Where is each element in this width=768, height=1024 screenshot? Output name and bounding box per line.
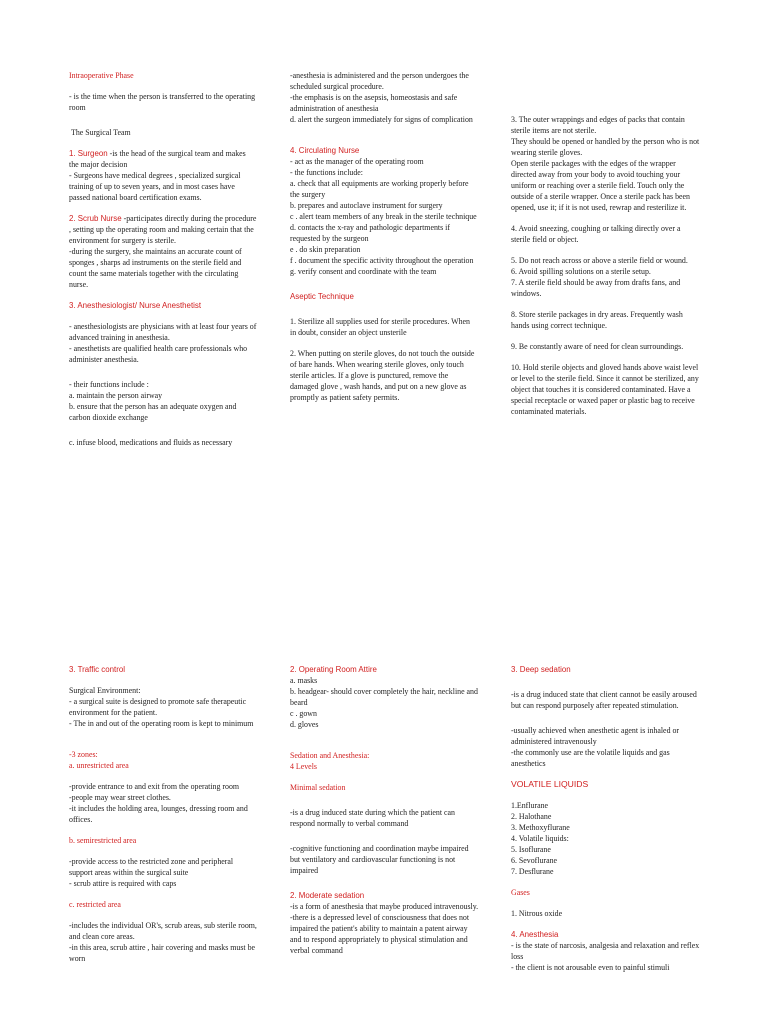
heading-label: Gases	[511, 888, 530, 897]
paragraph: -is a drug induced state during which the patient can respond normally to verbal command	[290, 808, 455, 828]
paragraph: - act as the manager of the operating room - the functions include: a. check that all equipments are working properly before the surgery b. prepares and autoclave instrument for surgery c . alert team members of any break in the sterile technique d. contacts the x-ray and pathologic departments if requested by the surgeon e . do skin preparation f . document the specific activity throughout the operation g. verify consent and coordinate with the team	[290, 157, 477, 276]
paragraph: -usually achieved when anesthetic agent is inhaled or administered intravenously -the commonly use are the volatile liquids and gas anesthetics	[511, 726, 680, 768]
heading-label: -3 zones: a. unrestricted area	[69, 750, 129, 770]
paragraph: - anesthesiologists are physicians with at least four years of advanced training in anesthesia. - anesthetists are qualified health care professionals who administer anesthesia.	[69, 322, 257, 364]
paragraph: 4. Avoid sneezing, coughing or talking directly over a sterile field or object.	[511, 224, 681, 244]
heading-label: 2. Operating Room Attire	[290, 665, 377, 674]
paragraph: 5. Do not reach across or above a sterile field or wound. 6. Avoid spilling solutions on a sterile setup. 7. A sterile field should be away from drafts fans, and windows.	[511, 256, 688, 298]
heading-label: 2. Scrub Nurse	[69, 214, 122, 223]
paragraph: 9. Be constantly aware of need for clean surroundings.	[511, 342, 684, 351]
heading-label: 4. Anesthesia	[511, 930, 559, 939]
list: 1.Enflurane 2. Halothane 3. Methoxyflurane 4. Volatile liquids: 5. Isoflurane 6. Sevoflurane 7. Desflurane	[511, 801, 570, 876]
paragraph: Surgical Environment: - a surgical suite is designed to promote safe therapeutic environment for the patient. - The in and out of the operating room is kept to minimum	[69, 686, 254, 728]
paragraph: -cognitive functioning and coordination maybe impaired but ventilatory and cardiovascular functioning is not impaired	[290, 844, 469, 875]
paragraph	[69, 213, 257, 290]
paragraph-text: -participates directly during the procedure , setting up the operating room and making certain that the environment for surgery is sterile. -during the surgery, she maintains an accurate count of sponges , sharps ad instruments on the sterile field and count the same materials together with the circulating nurse.	[69, 214, 257, 289]
paragraph-text: -is the head of the surgical team and makes the major decision - Surgeons have medical degrees , specialized surgical training of up to seven years, and in most cases have passed national board certification exams.	[69, 149, 246, 202]
paragraph: -is a form of anesthesia that maybe produced intravenously. -there is a depressed level of consciousness that does not impaired the patient's ability to maintain a patent airway and to respond appropriately to physical stimulation and verbal command	[290, 902, 479, 955]
paragraph: -anesthesia is administered and the person undergoes the scheduled surgical procedure. -the emphasis is on the asepsis, homeostasis and safe administration of anesthesia d. alert the surgeon immediately for signs of complication	[290, 71, 473, 124]
paragraph: - is the state of narcosis, analgesia and relaxation and reflex loss - the client is not arousable even to painful stimuli	[511, 941, 700, 972]
paragraph: c. infuse blood, medications and fluids as necessary	[69, 438, 233, 447]
paragraph	[69, 148, 257, 203]
page2-column-2	[290, 664, 480, 956]
page2-column-1	[69, 664, 257, 964]
heading-label: b. semirestricted area	[69, 836, 137, 845]
heading-label: Sedation and Anesthesia: 4 Levels	[290, 751, 370, 771]
paragraph: 3. The outer wrappings and edges of packs that contain sterile items are not sterile. They should be opened or handled by the person who is not wearing sterile gloves. Open sterile packages with the edges of the wrapper directed away from your body to avoid touching your uniform or reaching over a sterile field. Touch only the outside of a sterile wrapper. Once a sterile pack has been opened, use it; if it is not used, rewrap and resterilize it.	[511, 115, 700, 212]
paragraph: 2. When putting on sterile gloves, do not touch the outside of bare hands. When wearing sterile gloves, only touch sterile articles. If a glove is punctured, remove the damaged glove , wash hands, and put on a new glove as promptly as patient safety permits.	[290, 349, 475, 402]
paragraph: -includes the individual OR's, scrub areas, sub sterile room, and clean core areas. -in this area, scrub attire , hair covering and masks must be worn	[69, 921, 257, 963]
paragraph: - is the time when the person is transferred to the operating room	[69, 92, 256, 112]
heading-label: 3. Anesthesiologist/ Nurse Anesthetist	[69, 301, 202, 310]
paragraph: 8. Store sterile packages in dry areas. Frequently wash hands using correct technique.	[511, 310, 683, 330]
paragraph: 10. Hold sterile objects and gloved hands above waist level or level to the sterile field. Since it cannot be sterilized, any object that touches it is considered contaminated. Have a special receptacle or waxed paper or plastic bag to receive contaminated materials.	[511, 363, 699, 416]
paragraph: a. masks b. headgear- should cover completely the hair, neckline and beard c . gown d. gloves	[290, 676, 478, 729]
page2-column-3	[511, 664, 701, 973]
paragraph: 1. Sterilize all supplies used for sterile procedures. When in doubt, consider an object unsterile	[290, 317, 470, 337]
section-title: Intraoperative Phase	[69, 71, 134, 80]
heading-label: 2. Moderate sedation	[290, 891, 365, 900]
paragraph: -provide access to the restricted zone and peripheral support areas within the surgical suite - scrub attire is required with caps	[69, 857, 234, 888]
heading-label: 3. Deep sedation	[511, 665, 571, 674]
page1-column-1	[69, 70, 257, 448]
heading-label: Aseptic Technique	[290, 292, 354, 301]
paragraph: 1. Nitrous oxide	[511, 909, 563, 918]
heading-label: 4. Circulating Nurse	[290, 146, 360, 155]
heading-label: 1. Surgeon	[69, 149, 108, 158]
page1-column-2	[290, 70, 478, 403]
paragraph: -provide entrance to and exit from the operating room -people may wear street clothes. -it includes the holding area, lounges, dressing room and offices.	[69, 782, 248, 824]
heading: The Surgical Team	[71, 128, 131, 137]
heading-label: VOLATILE LIQUIDS	[511, 779, 589, 789]
heading-label: 3. Traffic control	[69, 665, 125, 674]
paragraph: - their functions include : a. maintain the person airway b. ensure that the person has an adequate oxygen and carbon dioxide exchange	[69, 380, 237, 422]
page1-column-3	[511, 114, 701, 417]
heading-label: c. restricted area	[69, 900, 121, 909]
paragraph: -is a drug induced state that client cannot be easily aroused but can respond purposely after repeated stimulation.	[511, 690, 697, 710]
heading-label: Minimal sedation	[290, 783, 346, 792]
